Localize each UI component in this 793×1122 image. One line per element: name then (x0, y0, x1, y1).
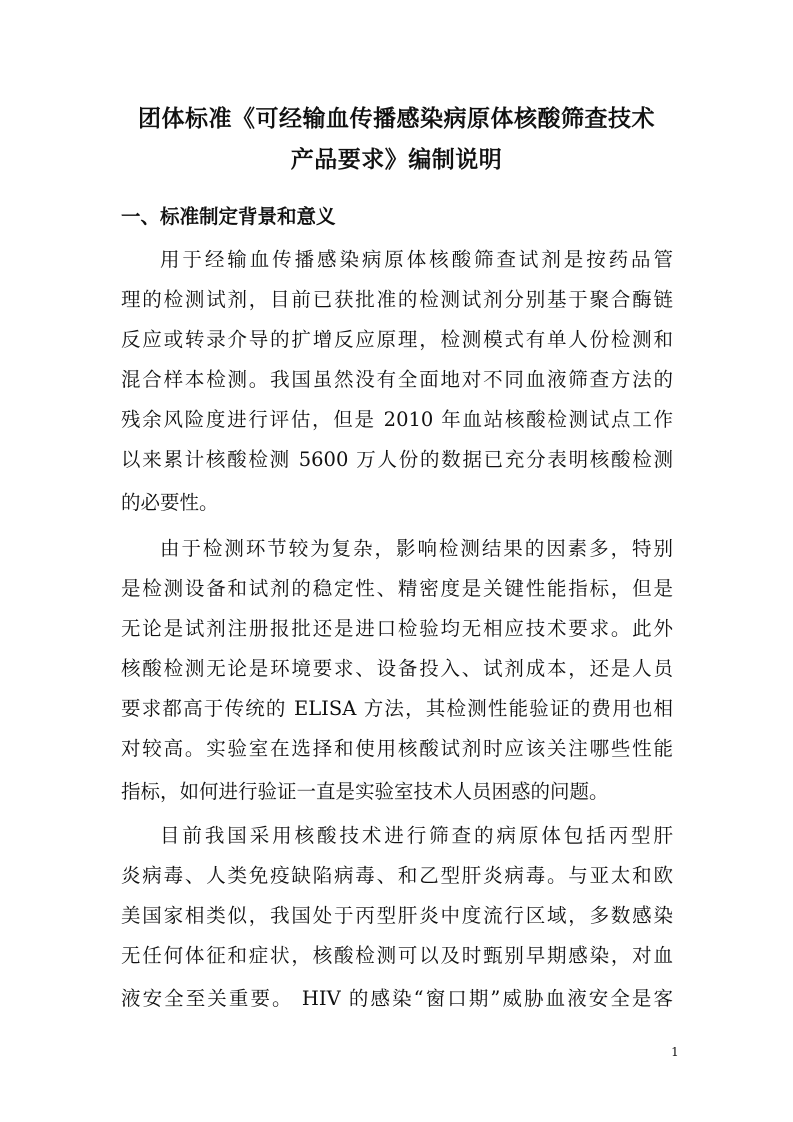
paragraph-1-line: 反应或转录介导的扩增反应原理，检测模式有单人份检测和 (121, 328, 673, 351)
section-heading: 一、标准制定背景和意义 (121, 205, 336, 228)
paragraph-3-line: 美国家相类似，我国处于丙型肝炎中度流行区域，多数感染 (121, 904, 673, 927)
paragraph-1-line: 用于经输血传播感染病原体核酸筛查试剂是按药品管 (160, 248, 673, 271)
paragraph-3-line: 目前我国采用核酸技术进行筛查的病原体包括丙型肝 (160, 824, 673, 847)
paragraph-3-line: 无任何体征和症状，核酸检测可以及时甄别早期感染，对血 (121, 944, 673, 967)
document-title-line-2: 产品要求》编制说明 (290, 147, 503, 173)
paragraph-2-line: 核酸检测无论是环境要求、设备投入、试剂成本，还是人员 (121, 657, 673, 680)
page-number: 1 (671, 1045, 679, 1059)
paragraph-2-line: 指标，如何进行验证一直是实验室技术人员困惑的问题。 (121, 780, 609, 803)
paragraph-2-line: 无论是试剂注册报批还是进口检验均无相应技术要求。此外 (121, 617, 673, 640)
paragraph-1-line: 以来累计核酸检测 5600 万人份的数据已充分表明核酸检测 (121, 448, 673, 471)
paragraph-2-line: 由于检测环节较为复杂，影响检测结果的因素多，特别 (160, 537, 673, 560)
paragraph-1-line: 理的检测试剂，目前已获批准的检测试剂分别基于聚合酶链 (121, 288, 673, 311)
paragraph-3-line: 炎病毒、人类免疫缺陷病毒、和乙型肝炎病毒。与亚太和欧 (121, 864, 673, 887)
paragraph-3-line: 液安全至关重要。 HIV 的感染“窗口期”威胁血液安全是客 (121, 987, 673, 1010)
paragraph-2-line: 要求都高于传统的 ELISA 方法，其检测性能验证的费用也相 (121, 697, 673, 720)
paragraph-2-line: 是检测设备和试剂的稳定性、精密度是关键性能指标，但是 (121, 577, 673, 600)
paragraph-1-line: 混合样本检测。我国虽然没有全面地对不同血液筛查方法的 (121, 368, 673, 391)
paragraph-1-line: 的必要性。 (121, 491, 219, 514)
paragraph-1-line: 残余风险度进行评估，但是 2010 年血站核酸检测试点工作 (121, 408, 673, 431)
paragraph-2-line: 对较高。实验室在选择和使用核酸试剂时应该关注哪些性能 (121, 737, 673, 760)
document-title-line-1: 团体标准《可经输血传播感染病原体核酸筛查技术 (138, 106, 655, 132)
